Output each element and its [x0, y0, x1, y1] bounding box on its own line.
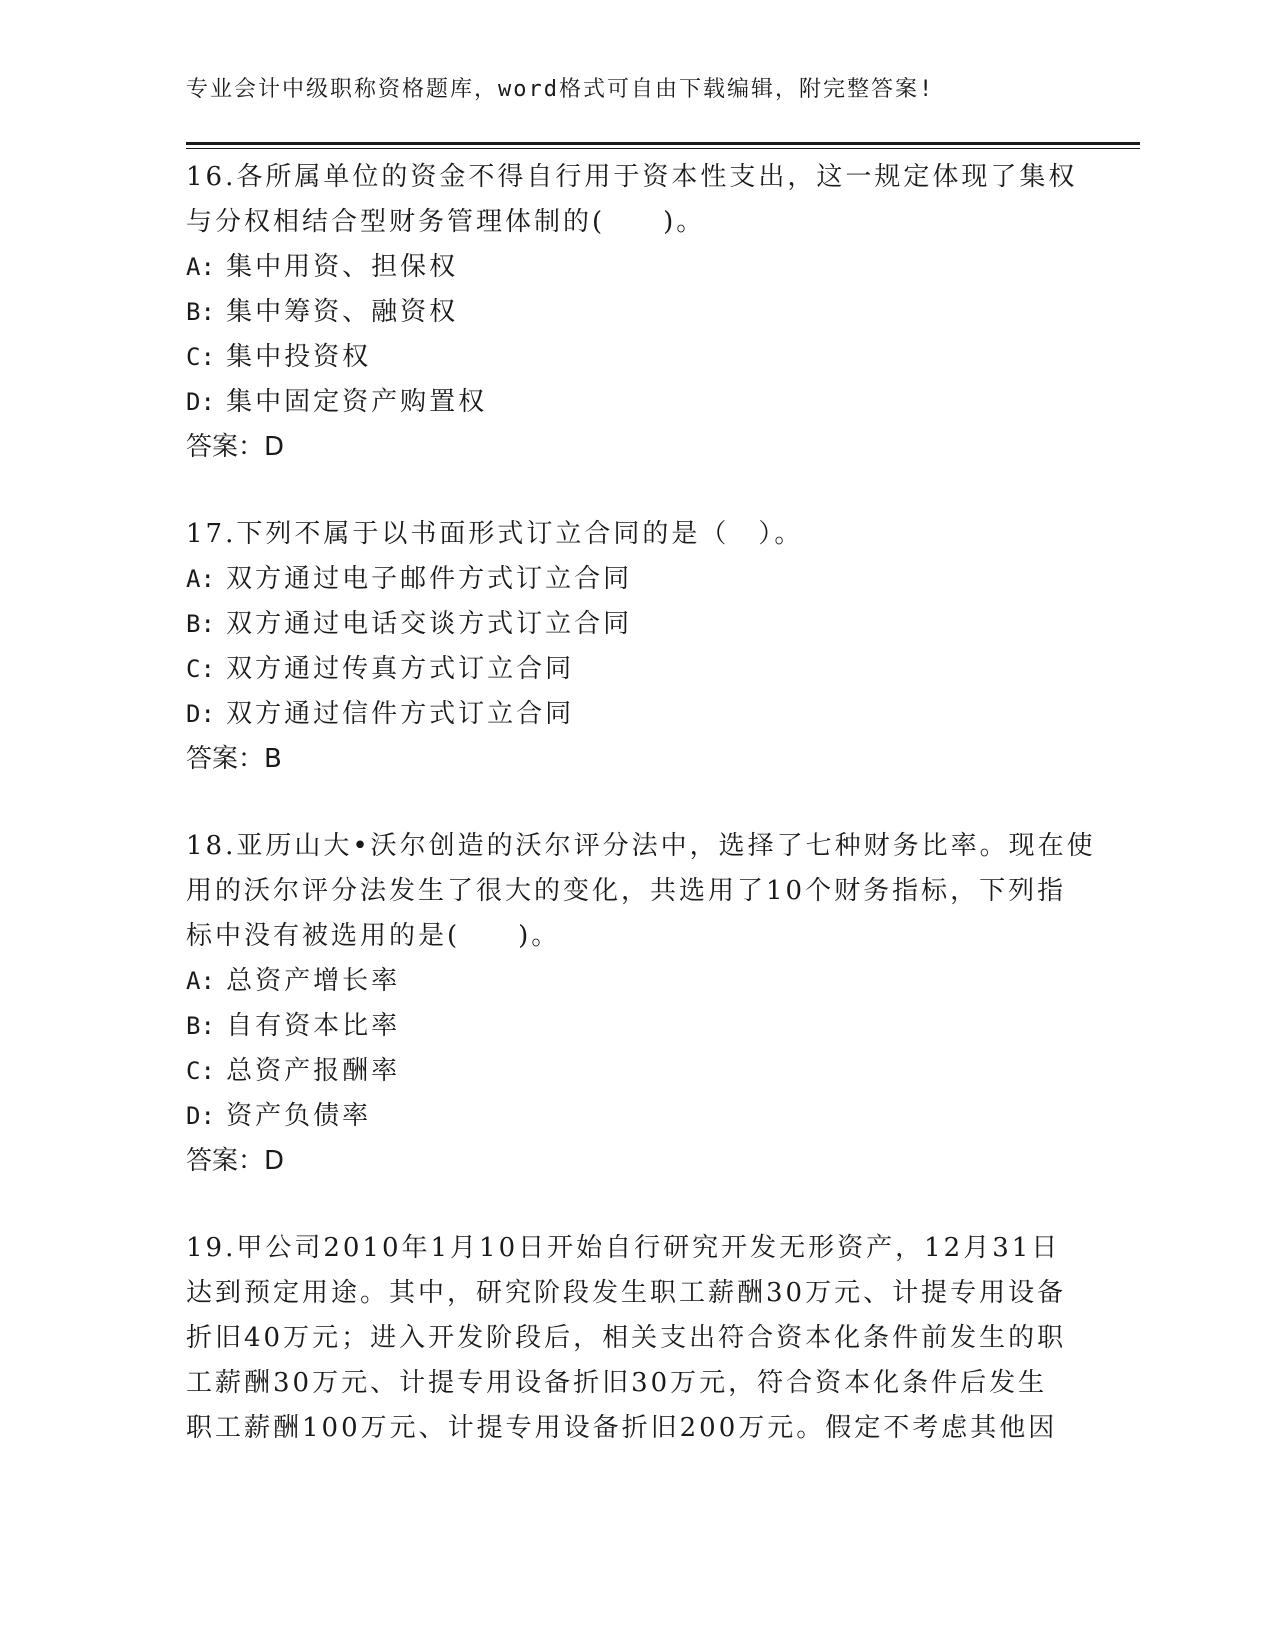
option-d: D: 资产负债率 [186, 1101, 372, 1131]
option-a: A: 总资产增长率 [186, 966, 401, 996]
header-rule-thin [186, 148, 1140, 149]
option-c: C: 双方通过传真方式订立合同 [186, 654, 575, 684]
answer-line: 答案：D [186, 1146, 285, 1176]
option-a: A: 双方通过电子邮件方式订立合同 [186, 564, 633, 594]
question-line: 17.下列不属于以书面形式订立合同的是（ ）。 [186, 519, 804, 549]
option-b: B: 双方通过电话交谈方式订立合同 [186, 609, 633, 639]
question-19 [186, 1226, 1086, 1451]
question-stem [186, 1226, 1086, 1451]
option-c: C: 集中投资权 [186, 342, 372, 372]
option-c: C: 总资产报酬率 [186, 1056, 401, 1086]
question-line: 19.甲公司2010年1月10日开始自行研究开发无形资产，12月31日 [186, 1233, 1061, 1263]
option-d: D: 双方通过信件方式订立合同 [186, 699, 575, 729]
question-line: 折旧40万元；进入开发阶段后，相关支出符合资本化条件前发生的职 [186, 1323, 1067, 1353]
question-line: 职工薪酬100万元、计提专用设备折旧200万元。假定不考虑其他因 [186, 1413, 1058, 1443]
question-line: 用的沃尔评分法发生了很大的变化，共选用了10个财务指标，下列指 [186, 876, 1067, 906]
question-stem [186, 824, 1096, 959]
option-d: D: 集中固定资产购置权 [186, 387, 488, 417]
question-line: 与分权相结合型财务管理体制的( )。 [186, 207, 706, 237]
question-line: 18.亚历山大•沃尔创造的沃尔评分法中，选择了七种财务比率。现在使 [186, 831, 1096, 861]
option-a: A: 集中用资、担保权 [186, 252, 459, 282]
question-17 [186, 512, 1086, 782]
question-stem [186, 512, 1086, 557]
question-list [186, 155, 1096, 1493]
page-header: 专业会计中级职称资格题库，word格式可自由下载编辑，附完整答案! [186, 77, 935, 102]
question-18 [186, 824, 1096, 1184]
option-b: B: 集中筹资、融资权 [186, 297, 459, 327]
answer-line: 答案：B [186, 744, 282, 774]
question-line: 16.各所属单位的资金不得自行用于资本性支出，这一规定体现了集权 [186, 162, 1078, 192]
answer-line: 答案：D [186, 432, 285, 462]
question-line: 达到预定用途。其中，研究阶段发生职工薪酬30万元、计提专用设备 [186, 1278, 1067, 1308]
question-line: 工薪酬30万元、计提专用设备折旧30万元，符合资本化条件后发生 [186, 1368, 1048, 1398]
header-rule-thick [186, 142, 1140, 145]
question-16 [186, 155, 1086, 470]
question-line: 标中没有被选用的是( )。 [186, 921, 561, 951]
question-stem [186, 155, 1086, 245]
option-b: B: 自有资本比率 [186, 1011, 401, 1041]
